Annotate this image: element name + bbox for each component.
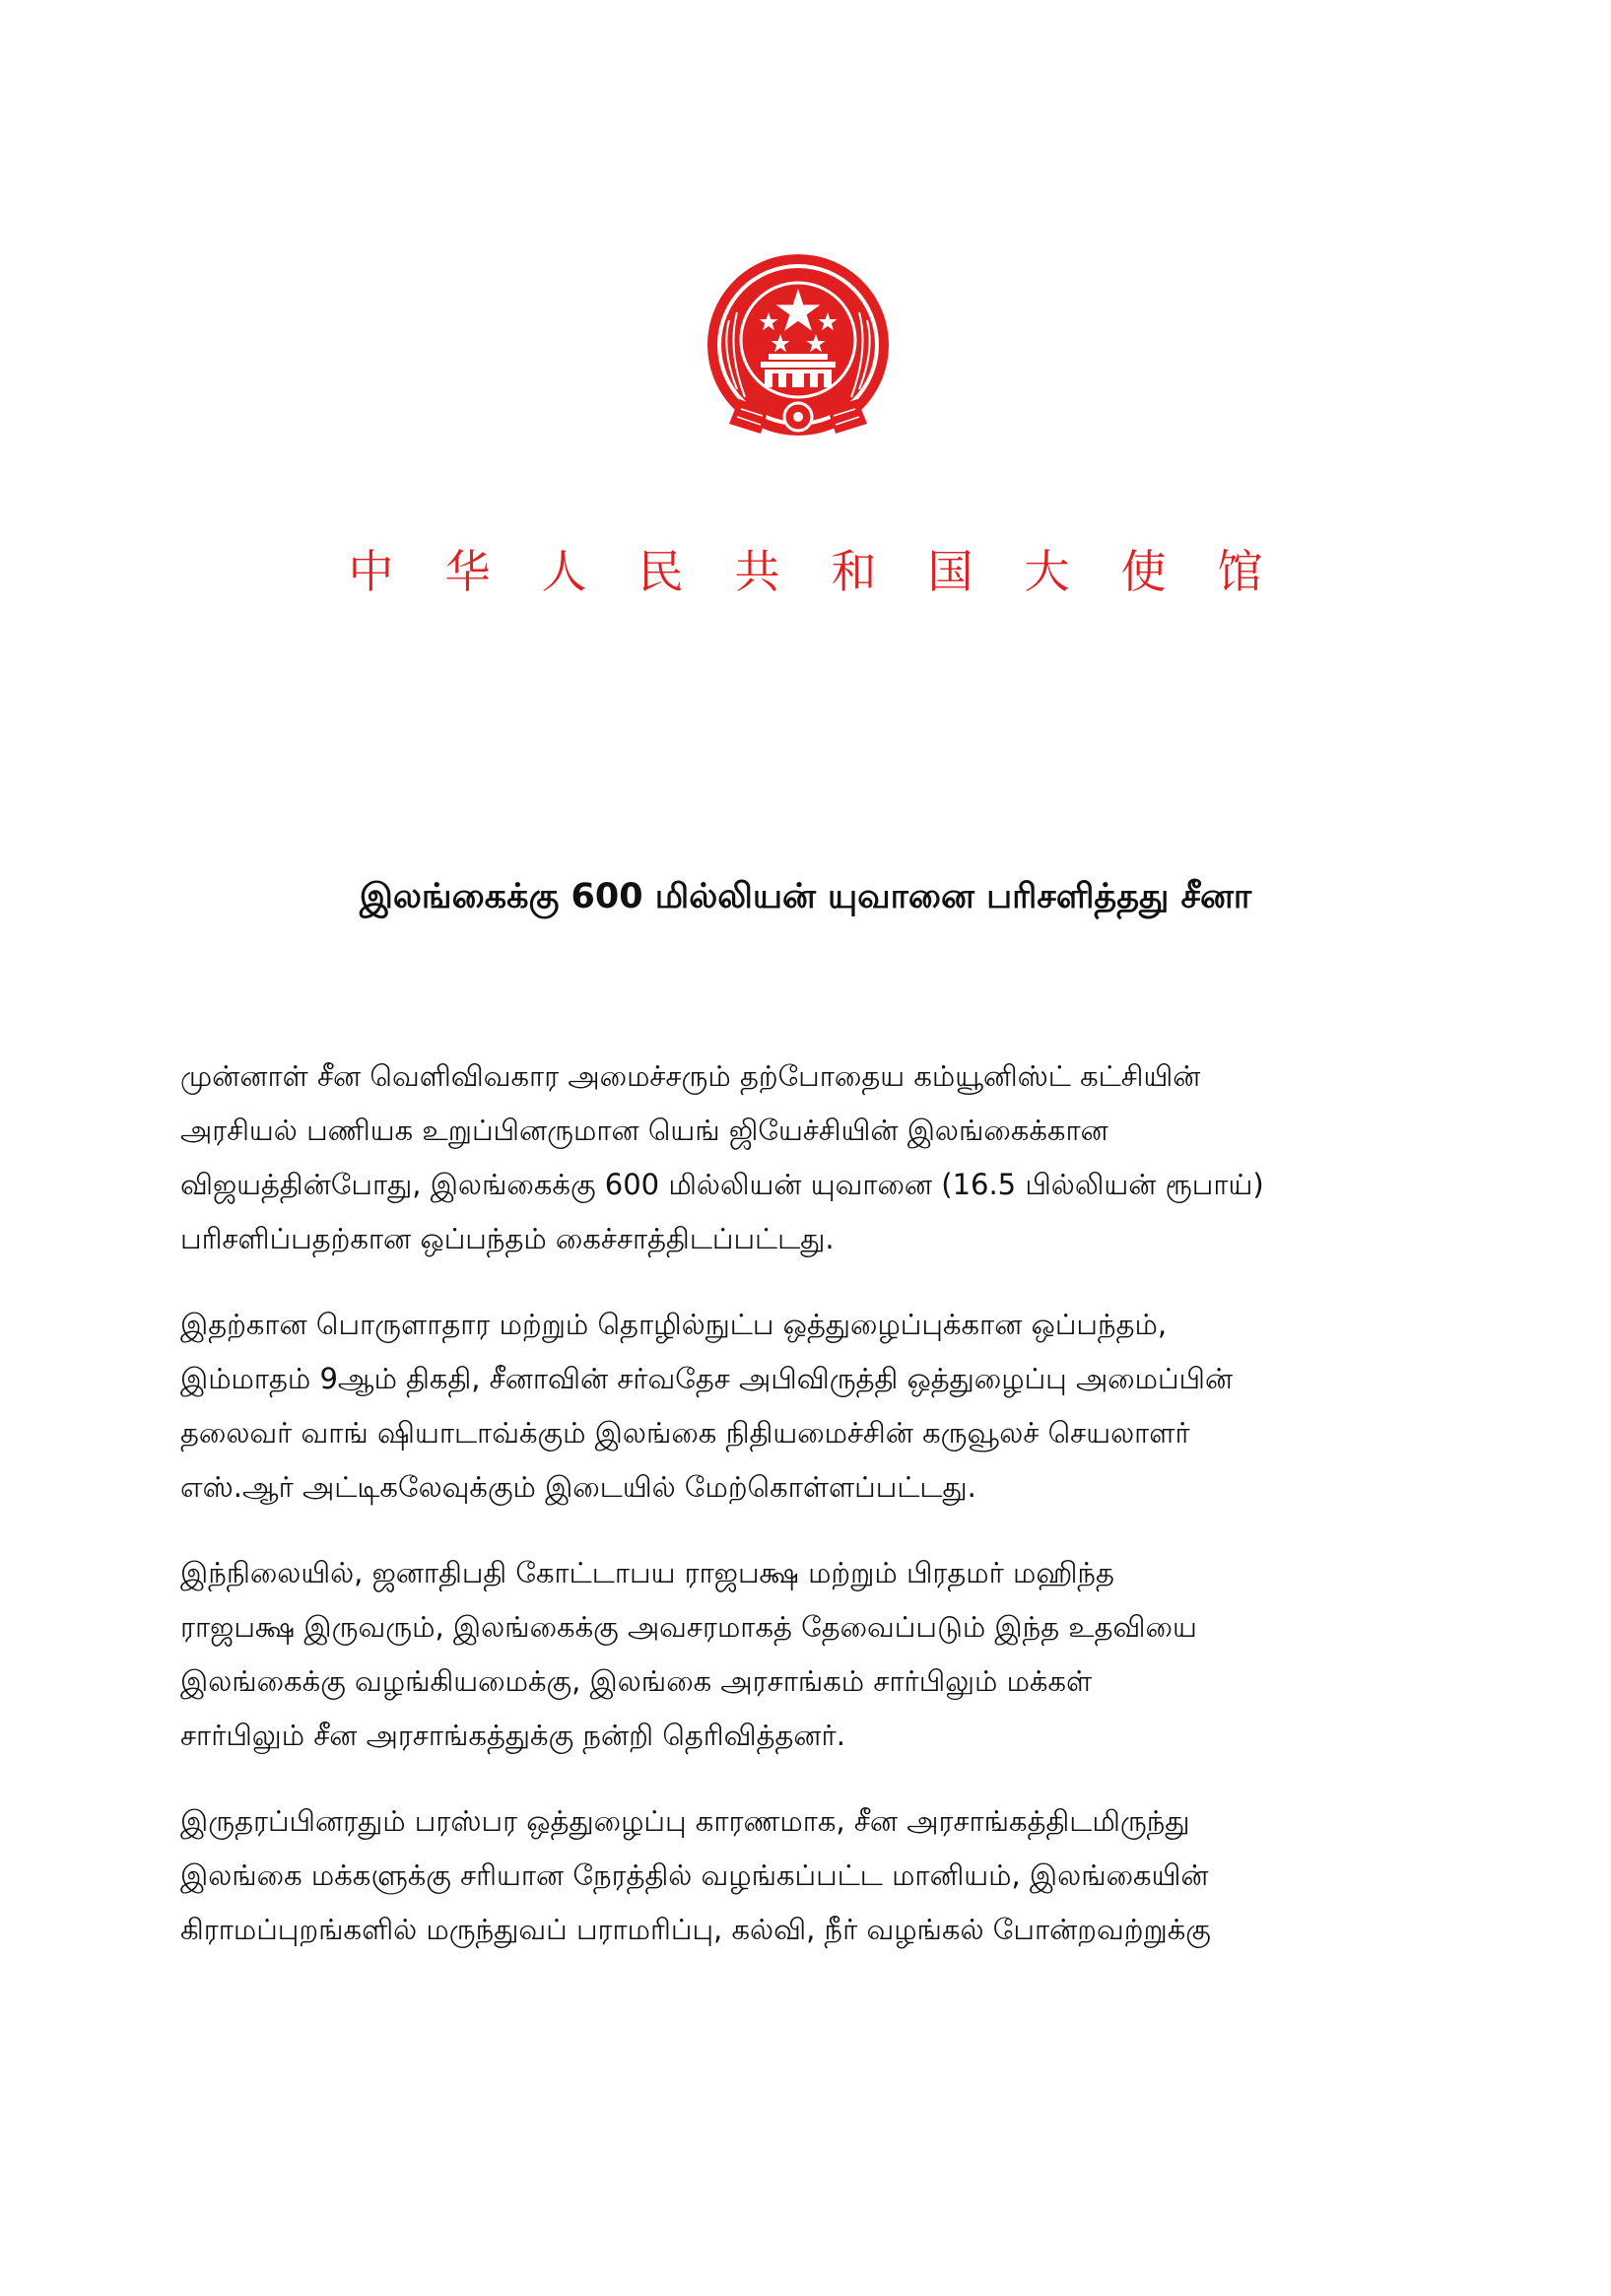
paragraph	[180, 1049, 1442, 1266]
national-emblem-icon	[700, 251, 897, 448]
text-line: விஜயத்தின்போது, இலங்கைக்கு 600 மில்லியன் யுவானை (16.5 பில்லியன் ரூபாய்)	[180, 1168, 1264, 1201]
text-line: ராஜபக்ஷ இருவரும், இலங்கைக்கு அவசரமாகத் தேவைப்படும் இந்த உதவியை	[180, 1610, 1197, 1644]
text-line: முன்னாள் சீன வெளிவிவகார அமைச்சரும் தற்போதைய கம்யூனிஸ்ட் கட்சியின்	[180, 1059, 1201, 1093]
text-line: கிராமப்புறங்களில் மருந்துவப் பராமரிப்பு, கல்வி, நீர் வழங்கல் போன்றவற்றுக்கு	[180, 1913, 1211, 1946]
paragraph	[180, 1546, 1442, 1763]
text-line: இந்நிலையில், ஜனாதிபதி கோட்டாபய ராஜபக்ஷ மற்றும் பிரதமர் மஹிந்த	[180, 1556, 1114, 1589]
text-line: பரிசளிப்பதற்கான ஒப்பந்தம் கைச்சாத்திடப்பட்டது.	[180, 1222, 835, 1255]
document-body	[180, 1049, 1442, 1989]
text-line: சார்பிலும் சீன அரசாங்கத்துக்கு நன்றி தெரிவித்தனர்.	[180, 1719, 845, 1752]
text-line: இருதரப்பினரதும் பரஸ்பர ஒத்துழைப்பு காரணமாக, சீன அரசாங்கத்திடமிருந்து	[180, 1804, 1190, 1838]
text-line: இலங்கைக்கு வழங்கியமைக்கு, இலங்கை அரசாங்கம் சார்பிலும் மக்கள்	[180, 1664, 1093, 1698]
text-line: தலைவர் வாங் ஷியாடாவ்க்கும் இலங்கை நிதியமைச்சின் கருவூலச் செயலாளர்	[180, 1416, 1190, 1450]
paragraph	[180, 1794, 1442, 1957]
text-line: இதற்கான பொருளாதார மற்றும் தொழில்நுட்ப ஒத்துழைப்புக்கான ஒப்பந்தம்,	[180, 1308, 1168, 1341]
document-headline: இலங்கைக்கு 600 மில்லியன் யுவானை பரிசளித்தது சீனா	[359, 877, 1252, 916]
text-line: இம்மாதம் 9ஆம் திகதி, சீனாவின் சர்வதேச அபிவிருத்தி ஒத்துழைப்பு அமைப்பின்	[180, 1362, 1234, 1395]
text-line: எஸ்.ஆர் அட்டிகலேவுக்கும் இடையில் மேற்கொள்ளப்பட்டது.	[180, 1470, 976, 1504]
text-line: இலங்கை மக்களுக்கு சரியான நேரத்தில் வழங்கப்பட்ட மானியம், இலங்கையின்	[180, 1858, 1209, 1892]
paragraph	[180, 1298, 1442, 1515]
embassy-name: 中华人民共和国大使馆	[348, 545, 1314, 598]
text-line: அரசியல் பணியக உறுப்பினருமான யெங் ஜியேச்சியின் இலங்கைக்கான	[180, 1114, 1108, 1147]
